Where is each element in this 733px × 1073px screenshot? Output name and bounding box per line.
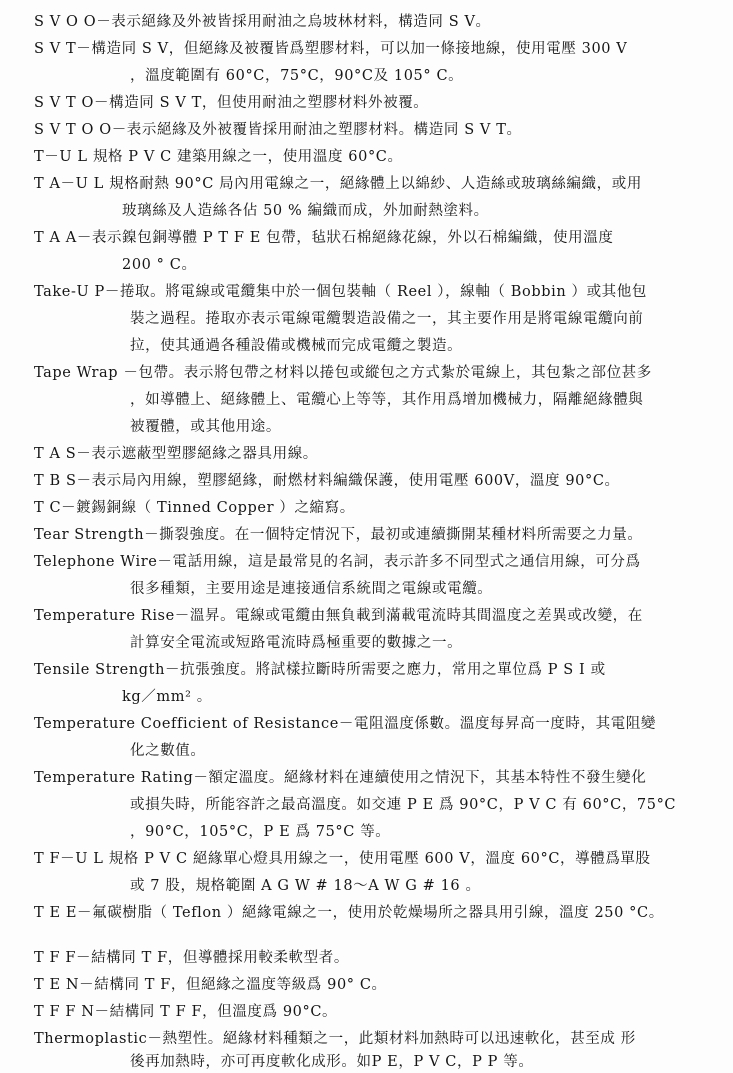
entry-tensile-strength: Tensile Strength－抗張強度。將試樣拉斷時所需要之應力，常用之單位爲 P S I 或 <box>34 662 606 678</box>
entry-tffn: T F F N－結構同 T F F，但溫度爲 90°C。 <box>34 1004 338 1020</box>
entry-tff: T F F－結構同 T F，但導體採用較柔軟型者。 <box>34 950 349 966</box>
entry-take-up-continued-2: 拉，使其通過各種設備或機械而完成電纜之製造。 <box>130 338 463 354</box>
entry-svt-continued: ，溫度範圍有 60°C，75°C，90°C及 105° C。 <box>130 68 464 84</box>
entry-take-up-continued-1: 裝之過程。捲取亦表示電線電纜製造設備之一，其主要作用是將電線電纜向前 <box>130 311 644 327</box>
entry-telephone-wire: Telephone Wire－電話用線，這是最常見的名詞，表示許多不同型式之通信用線，可分爲 <box>34 554 641 570</box>
entry-take-up: Take-U P－捲取。將電線或電纜集中於一個包裝軸（ Reel ），線軸（ Bobbin ）或其他包 <box>34 284 647 300</box>
entry-thermoplastic: Thermoplastic－熱塑性。絕緣材料種類之一，此類材料加熱時可以迅速軟化，甚至成 形 <box>34 1031 636 1047</box>
entry-tc: T C－鍍錫銅線（ Tinned Copper ）之縮寫。 <box>34 500 355 516</box>
entry-svt: S V T－構造同 S V，但絕緣及被覆皆爲塑膠材料，可以加一條接地線，使用電壓 300 V <box>34 41 628 57</box>
entry-temperature-rise-continued: 計算安全電流或短路電流時爲極重要的數據之一。 <box>130 635 463 651</box>
entry-svto: S V T O－構造同 S V T，但使用耐油之塑膠材料外被覆。 <box>34 95 429 111</box>
entry-tape-wrap-continued-1: ，如導體上、絕緣體上、電纜心上等等，其作用爲增加機械力，隔離絕緣體與 <box>130 392 644 408</box>
entry-tf-ul-continued: 或 7 股，規格範圍 A G W # 18～A W G # 16 。 <box>130 878 481 894</box>
entry-tf-ul: T F－U L 規格 P V C 絕緣單心燈具用線之一，使用電壓 600 V，溫度 60°C，導體爲單股 <box>34 851 651 867</box>
entry-tbs: T B S－表示局內用線，塑膠絕緣，耐燃材料編織保護，使用電壓 600V，溫度 90°C。 <box>34 473 620 489</box>
entry-temperature-rating-continued-2: ，90°C，105°C，P E 爲 75°C 等。 <box>130 824 391 840</box>
entry-tas: T A S－表示遮蔽型塑膠絕緣之器具用線。 <box>34 446 318 462</box>
entry-taa: T A A－表示鎳包銅導體 P T F E 包帶，毡狀石棉絕緣花線，外以石棉編織，使用溫度 <box>34 230 614 246</box>
entry-tape-wrap: Tape Wrap －包帶。表示將包帶之材料以捲包或縱包之方式紮於電線上，其包紮之部位甚多 <box>34 365 652 381</box>
entry-ten: T E N－結構同 T F，但絕緣之溫度等級爲 90° C。 <box>34 977 387 993</box>
entry-temperature-coefficient: Temperature Coefficient of Resistance－電阻溫度係數。溫度每昇高一度時，其電阻變 <box>34 716 657 732</box>
entry-tape-wrap-continued-2: 被覆體，或其他用途。 <box>130 419 281 435</box>
entry-temperature-coefficient-continued: 化之數值。 <box>130 743 206 759</box>
entry-svtoo: S V T O O－表示絕緣及外被覆皆採用耐油之塑膠材料。構造同 S V T。 <box>34 122 522 138</box>
entry-tear-strength: Tear Strength－撕裂強度。在一個特定情況下，最初或連續撕開某種材料所需要之力量。 <box>34 527 643 543</box>
entry-temperature-rating: Temperature Rating－額定溫度。絕緣材料在連續使用之情況下，其基本特性不發生變化 <box>34 770 647 786</box>
entry-svoo: S V O O－表示絕緣及外被皆採用耐油之烏坡林材料，構造同 S V。 <box>34 14 491 30</box>
entry-ta-ul: T A－U L 規格耐熱 90°C 局內用電線之一，絕緣體上以綿紗、人造絲或玻璃絲編織，或用 <box>34 176 642 192</box>
entry-tensile-strength-continued: kg／mm² 。 <box>122 689 212 705</box>
entry-taa-continued: 200 ° C。 <box>122 257 197 273</box>
entry-temperature-rating-continued-1: 或損失時，所能容許之最高溫度。如交連 P E 爲 90°C，P V C 有 60°C，75°C <box>130 797 677 813</box>
entry-tee: T E E－氟碳樹脂（ Teflon ）絕緣電線之一，使用於乾燥場所之器具用引線，溫度 250 °C。 <box>34 905 664 921</box>
entry-telephone-wire-continued: 很多種類，主要用途是連接通信系統間之電線或電纜。 <box>130 581 493 597</box>
entry-thermoplastic-continued: 後再加熱時，亦可再度軟化成形。如P E，P V C，P P 等。 <box>130 1054 534 1070</box>
entry-t-ul: T－U L 規格 P V C 建築用線之一，使用溫度 60°C。 <box>34 149 403 165</box>
entry-temperature-rise: Temperature Rise－溫昇。電線或電纜由無負載到滿載電流時其間溫度之差異或改變，在 <box>34 608 643 624</box>
entry-ta-ul-continued: 玻璃絲及人造絲各佔 50 % 編織而成，外加耐熱塗料。 <box>122 203 489 219</box>
